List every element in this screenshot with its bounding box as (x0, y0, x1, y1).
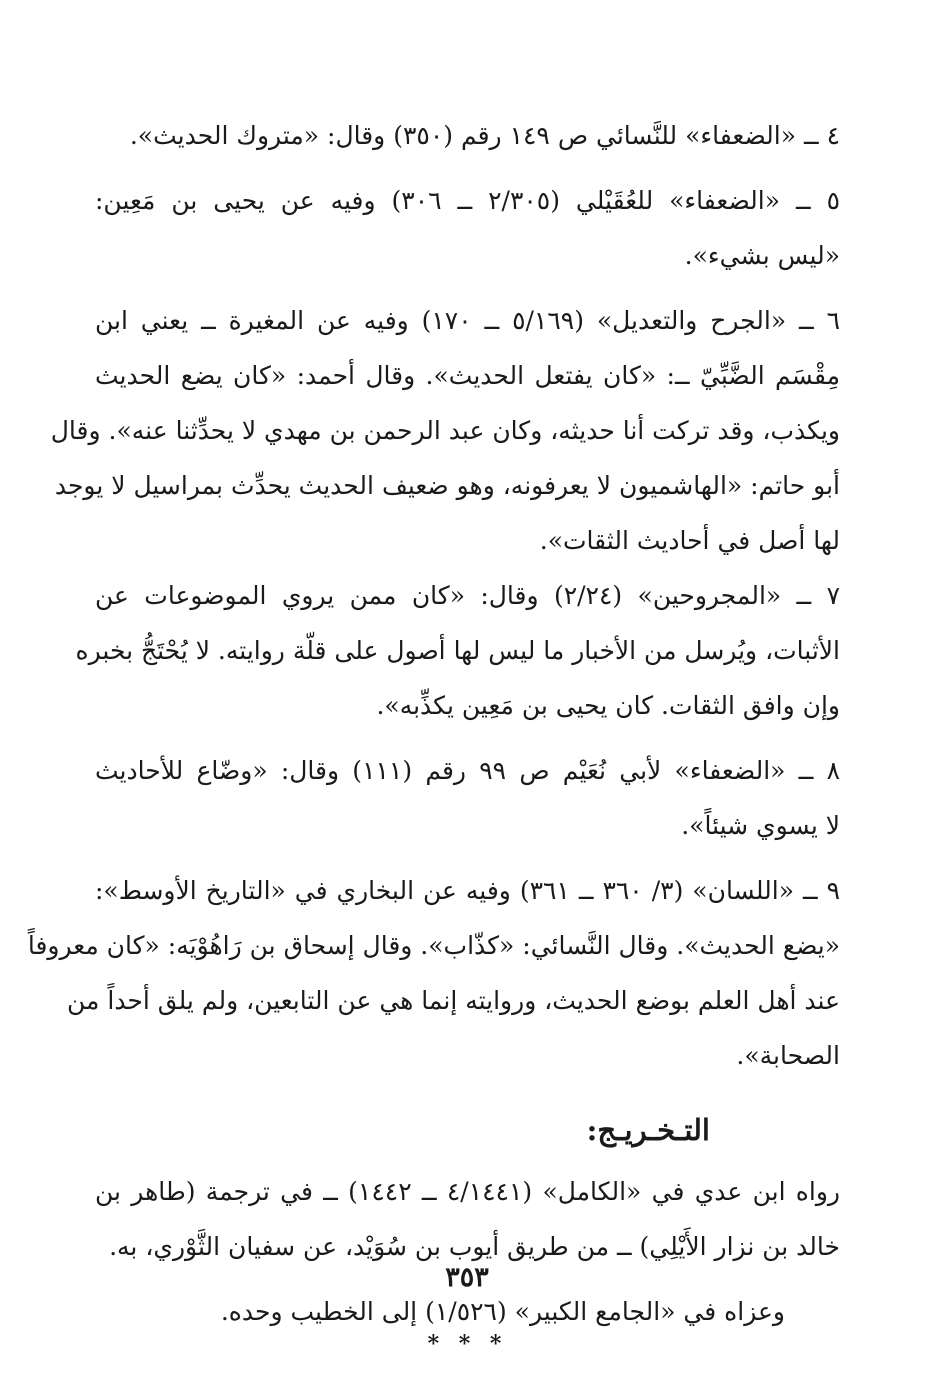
text-line: ٨ ــ «الضعفاء» لأبي نُعَيْم ص ٩٩ رقم (١١١) وقال: «وضّاع للأحاديث (95, 756, 840, 785)
text-line: «يضع الحديث». وقال النَّسائي: «كذّاب». وقال إسحاق بن رَاهُوْيَه: «كان معروفاً (27, 931, 840, 960)
section-title-takhrij: التـخـريـج: (586, 1113, 710, 1147)
text-line: أبو حاتم: «الهاشميون لا يعرفونه، وهو ضعيف الحديث يحدِّث بمراسيل لا يوجد (54, 471, 840, 500)
text-line: لها أصل في أحاديث الثقات». (539, 526, 840, 555)
text-line: وإن وافق الثقات. كان يحيى بن مَعِين يكذِّبه». (376, 691, 840, 720)
text-line: رواه ابن عدي في «الكامل» (٤/١٤٤١ ــ ١٤٤٢) ــ في ترجمة (طاهر بن (95, 1177, 840, 1206)
page-body (27, 108, 841, 1357)
text-line: مِقْسَم الضَّبِّيّ ــ: «كان يفتعل الحديث». وقال أحمد: «كان يضع الحديث (95, 361, 840, 390)
takhrij-paragraph-1 (95, 1164, 840, 1274)
footnote-6 (50, 293, 840, 568)
text-line: عند أهل العلم بوضع الحديث، وروايته إنما هي عن التابعين، ولم يلق أحداً من (67, 986, 840, 1015)
footnote-5 (95, 173, 840, 283)
text-line: لا يسوي شيئاً». (681, 811, 840, 840)
text-line: ٩ ــ «اللسان» (٣/ ٣٦٠ ــ ٣٦١) وفيه عن البخاري في «التاريخ الأوسط»: (95, 876, 841, 905)
page-number: ٣٥٣ (445, 1262, 489, 1293)
text-line: وعزاه في «الجامع الكبير» (١/٥٢٦) إلى الخطيب وحده. (220, 1297, 785, 1326)
text-line: خالد بن نزار الأَيْلِي) ــ من طريق أيوب بن سُوَيْد، عن سفيان الثَّوْري، به. (109, 1232, 840, 1261)
text-line: الصحابة». (736, 1041, 840, 1070)
section-separator-stars: * * * (427, 1331, 508, 1357)
text-line: «ليس بشيء». (684, 241, 840, 270)
footnote-7 (75, 568, 840, 733)
footnote-8 (95, 743, 840, 853)
text-line: ٧ ــ «المجروحين» (٢/٢٤) وقال: «كان ممن يروي الموضوعات عن (95, 581, 840, 610)
text-line: الأثبات، ويُرسل من الأخبار ما ليس لها أصول على قلّة روايته. لا يُحْتَجُّ بخبره (75, 636, 840, 665)
text-line: ٥ ــ «الضعفاء» للعُقَيْلي (٢/٣٠٥ ــ ٣٠٦) وفيه عن يحيى بن مَعِين: (95, 186, 840, 215)
text-line: ويكذب، وقد تركت أنا حديثه، وكان عبد الرحمن بن مهدي لا يحدِّثنا عنه». وقال (50, 416, 840, 445)
footnote-4 (95, 108, 840, 163)
footnote-9 (27, 863, 841, 1083)
text-line: ٤ ــ «الضعفاء» للنَّسائي ص ١٤٩ رقم (٣٥٠) وقال: «متروك الحديث». (129, 121, 840, 150)
text-line: ٦ ــ «الجرح والتعديل» (٥/١٦٩ ــ ١٧٠) وفيه عن المغيرة ــ يعني ابن (95, 306, 840, 335)
